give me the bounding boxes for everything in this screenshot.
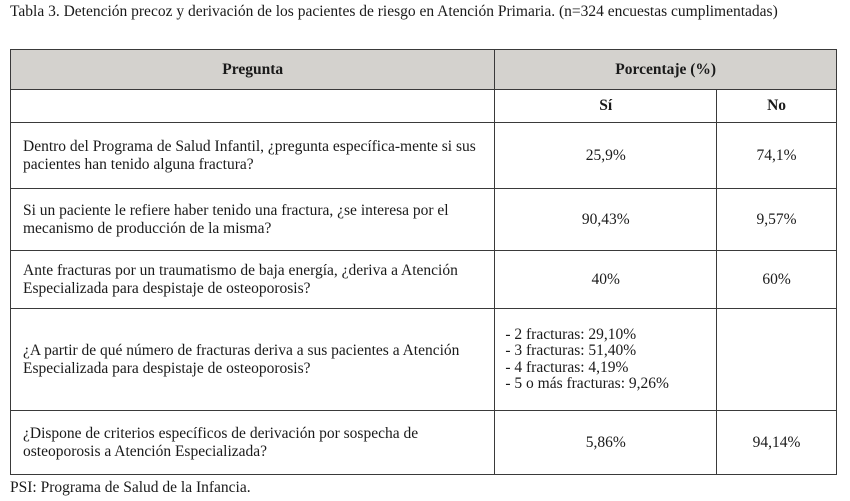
yes-cell: 40% (495, 251, 717, 309)
no-cell: 74,1% (717, 123, 837, 189)
header-percentage: Porcentaje (%) (495, 50, 837, 90)
question-cell: Dentro del Programa de Salud Infantil, ¿pregunta específica-mente si sus pacientes han tenido alguna fractura? (11, 123, 495, 189)
table-row (11, 123, 837, 189)
yes-cell: 5,86% (495, 411, 717, 475)
no-cell: 60% (717, 251, 837, 309)
list-item: - 2 fracturas: 29,10% (505, 325, 637, 343)
survey-table (10, 49, 837, 475)
question-cell: Ante fracturas por un traumatismo de baja energía, ¿deriva a Atención Especializada para despistaje de osteoporosis? (11, 251, 495, 309)
table-row (11, 189, 837, 251)
question-cell: ¿A partir de qué número de fracturas deriva a sus pacientes a Atención Especializada para despistaje de osteoporosis? (11, 309, 495, 411)
header-question: Pregunta (11, 50, 495, 90)
list-item: - 5 o más fracturas: 9,26% (505, 375, 669, 392)
list-item: - 4 fracturas: 4,19% (505, 358, 629, 376)
table-row (11, 411, 837, 475)
table-caption: Tabla 3. Detención precoz y derivación de los pacientes de riesgo en Atención Primaria. (n=324 encuestas cumplimentadas) (10, 3, 778, 20)
no-cell: 94,14% (717, 411, 837, 475)
no-cell-empty (717, 309, 837, 411)
question-cell: Si un paciente le refiere haber tenido una fractura, ¿se interesa por el mecanismo de producción de la misma? (11, 189, 495, 251)
no-cell: 9,57% (717, 189, 837, 251)
question-cell: ¿Dispone de criterios específicos de derivación por sospecha de osteoporosis a Atención Especializada? (11, 411, 495, 475)
subheader-yes: Sí (495, 90, 717, 123)
yes-cell: 90,43% (495, 189, 717, 251)
yes-cell: 25,9% (495, 123, 717, 189)
subheader-empty (11, 90, 495, 123)
fracture-count-list (495, 309, 717, 411)
table-row (11, 251, 837, 309)
subheader-no: No (717, 90, 837, 123)
list-item: - 3 fracturas: 51,40% (505, 342, 637, 359)
table-row (11, 309, 837, 411)
table-footnote: PSI: Programa de Salud de la Infancia. (10, 479, 251, 496)
